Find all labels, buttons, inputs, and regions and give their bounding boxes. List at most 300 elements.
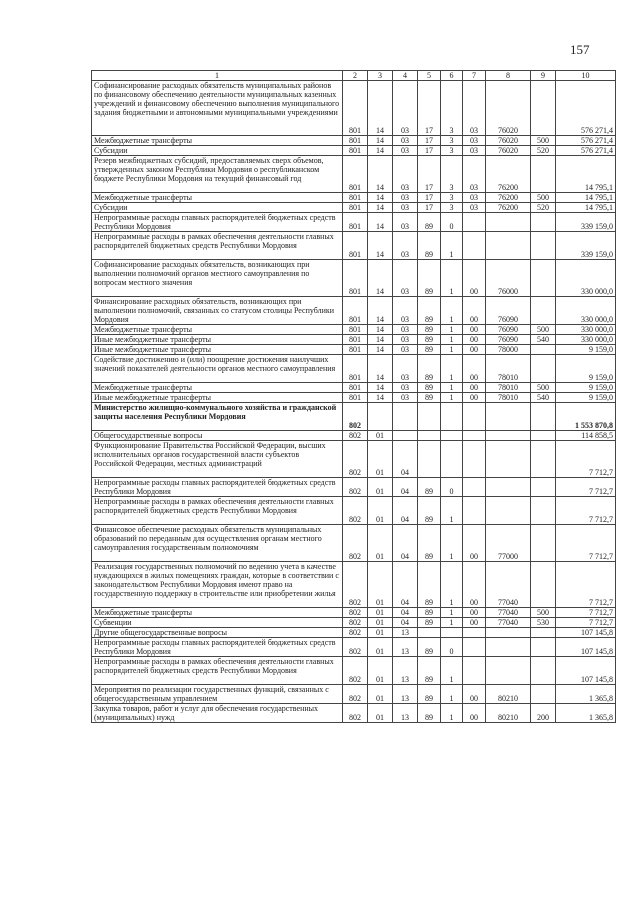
amount-cell: 330 000,0	[556, 335, 616, 345]
table-row	[92, 297, 616, 325]
amount-cell: 7 712,7	[556, 441, 616, 478]
program-cell: 89	[418, 383, 441, 393]
expense-name-cell: Софинансирование расходных обязательств муниципальных районов по финансовому обеспечению деятельности муниципальных казенных учреждений и финансовому обеспечению выполнения муниципального задания бюджетными и автономными муниципальными учреждениями	[92, 81, 343, 136]
subsection-cell: 03	[393, 213, 418, 232]
program-cell: 17	[418, 81, 441, 136]
expense-type-cell	[531, 297, 556, 325]
expense-type-cell: 540	[531, 393, 556, 403]
column-header: 2	[343, 71, 368, 81]
program-cell: 89	[418, 478, 441, 497]
expense-type-cell: 500	[531, 325, 556, 335]
amount-cell: 576 271,4	[556, 146, 616, 156]
subprogram-cell: 0	[441, 478, 463, 497]
table-row	[92, 431, 616, 441]
program-cell: 89	[418, 325, 441, 335]
subprogram-cell: 1	[441, 297, 463, 325]
section-cell: 14	[368, 136, 393, 146]
subsection-cell	[393, 403, 418, 431]
expense-name-cell: Другие общегосударственные вопросы	[92, 628, 343, 638]
expense-name-cell: Субсидии	[92, 146, 343, 156]
program-cell: 17	[418, 203, 441, 213]
expense-type-cell: 500	[531, 608, 556, 618]
admin-code-cell: 801	[343, 297, 368, 325]
table-row	[92, 335, 616, 345]
amount-cell: 576 271,4	[556, 81, 616, 136]
program-cell: 89	[418, 608, 441, 618]
expense-type-cell	[531, 497, 556, 525]
subprogram-cell: 3	[441, 203, 463, 213]
amount-cell: 330 000,0	[556, 297, 616, 325]
subprogram-cell: 1	[441, 355, 463, 383]
target-code-cell: 76000	[486, 260, 531, 297]
subsection-cell: 13	[393, 704, 418, 723]
table-row	[92, 685, 616, 704]
subprogram-cell: 1	[441, 704, 463, 723]
program-cell: 17	[418, 193, 441, 203]
expense-name-cell: Непрограммные расходы главных распорядителей бюджетных средств Республики Мордовия	[92, 638, 343, 657]
subprogram-cell: 1	[441, 325, 463, 335]
amount-cell: 576 271,4	[556, 136, 616, 146]
target-code-cell	[486, 478, 531, 497]
direction-cell: 00	[463, 335, 486, 345]
section-cell: 14	[368, 393, 393, 403]
direction-cell: 00	[463, 345, 486, 355]
column-header: 5	[418, 71, 441, 81]
expense-type-cell	[531, 685, 556, 704]
admin-code-cell: 801	[343, 213, 368, 232]
section-cell: 01	[368, 562, 393, 608]
subprogram-cell: 1	[441, 685, 463, 704]
admin-code-cell: 802	[343, 657, 368, 685]
direction-cell: 03	[463, 156, 486, 193]
expense-type-cell	[531, 441, 556, 478]
expense-name-cell: Финансирование расходных обязательств, возникающих при выполнении полномочий, связанных со статусом столицы Республики Мордовия	[92, 297, 343, 325]
amount-cell: 14 795,1	[556, 156, 616, 193]
amount-cell: 7 712,7	[556, 497, 616, 525]
section-cell: 01	[368, 478, 393, 497]
section-cell: 01	[368, 638, 393, 657]
target-code-cell: 78010	[486, 355, 531, 383]
subprogram-cell: 1	[441, 232, 463, 260]
expense-name-cell: Реализация государственных полномочий по ведению учета в качестве нуждающихся в жилых помещениях граждан, которые в соответствии с законодательством Республики Мордовия имеют право на государственную поддержку в строительстве или приобретении жилья	[92, 562, 343, 608]
subsection-cell: 03	[393, 260, 418, 297]
subprogram-cell: 1	[441, 618, 463, 628]
amount-cell: 9 159,0	[556, 393, 616, 403]
direction-cell: 00	[463, 355, 486, 383]
subprogram-cell: 3	[441, 156, 463, 193]
expense-type-cell	[531, 478, 556, 497]
expense-type-cell	[531, 525, 556, 562]
subprogram-cell: 1	[441, 335, 463, 345]
amount-cell: 14 795,1	[556, 203, 616, 213]
table-row	[92, 355, 616, 383]
target-code-cell	[486, 213, 531, 232]
subprogram-cell: 3	[441, 146, 463, 156]
amount-cell: 339 159,0	[556, 213, 616, 232]
direction-cell	[463, 441, 486, 478]
admin-code-cell: 801	[343, 393, 368, 403]
expense-type-cell: 540	[531, 335, 556, 345]
target-code-cell	[486, 497, 531, 525]
column-header: 9	[531, 71, 556, 81]
amount-cell: 107 145,8	[556, 638, 616, 657]
subsection-cell: 03	[393, 297, 418, 325]
subprogram-cell: 1	[441, 383, 463, 393]
section-cell: 14	[368, 146, 393, 156]
expense-name-cell: Софинансирование расходных обязательств, возникающих при выполнении полномочий органов местного самоуправления по вопросам местного значения	[92, 260, 343, 297]
table-row	[92, 203, 616, 213]
expense-name-cell: Межбюджетные трансферты	[92, 383, 343, 393]
expense-type-cell	[531, 213, 556, 232]
direction-cell: 03	[463, 193, 486, 203]
expense-type-cell: 500	[531, 136, 556, 146]
program-cell: 89	[418, 355, 441, 383]
expense-type-cell	[531, 431, 556, 441]
program-cell: 89	[418, 213, 441, 232]
subsection-cell: 03	[393, 355, 418, 383]
program-cell: 89	[418, 562, 441, 608]
direction-cell	[463, 403, 486, 431]
expense-name-cell: Общегосударственные вопросы	[92, 431, 343, 441]
admin-code-cell: 801	[343, 146, 368, 156]
column-header: 6	[441, 71, 463, 81]
direction-cell: 03	[463, 136, 486, 146]
expense-type-cell: 500	[531, 193, 556, 203]
subprogram-cell: 3	[441, 136, 463, 146]
subsection-cell: 03	[393, 325, 418, 335]
amount-cell: 7 712,7	[556, 608, 616, 618]
subsection-cell: 13	[393, 638, 418, 657]
target-code-cell: 76090	[486, 325, 531, 335]
section-cell: 01	[368, 618, 393, 628]
amount-cell: 9 159,0	[556, 383, 616, 393]
target-code-cell	[486, 403, 531, 431]
table-row	[92, 393, 616, 403]
direction-cell	[463, 431, 486, 441]
section-cell: 01	[368, 497, 393, 525]
subprogram-cell: 1	[441, 260, 463, 297]
subsection-cell: 04	[393, 478, 418, 497]
program-cell: 89	[418, 393, 441, 403]
section-cell: 01	[368, 431, 393, 441]
program-cell	[418, 628, 441, 638]
table-row	[92, 156, 616, 193]
expense-name-cell: Непрограммные расходы в рамках обеспечения деятельности главных распорядителей бюджетных средств Республики Мордовия	[92, 497, 343, 525]
admin-code-cell: 801	[343, 335, 368, 345]
target-code-cell: 76020	[486, 81, 531, 136]
expense-name-cell: Функционирование Правительства Российской Федерации, высших исполнительных органов государственной власти субъектов Российской Федерации, местных администраций	[92, 441, 343, 478]
direction-cell: 00	[463, 383, 486, 393]
program-cell: 17	[418, 146, 441, 156]
expense-name-cell: Непрограммные расходы главных распорядителей бюджетных средств Республики Мордовия	[92, 213, 343, 232]
target-code-cell: 76020	[486, 146, 531, 156]
subprogram-cell: 1	[441, 525, 463, 562]
subsection-cell: 03	[393, 193, 418, 203]
expense-type-cell	[531, 628, 556, 638]
subprogram-cell: 0	[441, 638, 463, 657]
program-cell: 89	[418, 232, 441, 260]
subsection-cell: 13	[393, 628, 418, 638]
section-cell: 14	[368, 325, 393, 335]
target-code-cell	[486, 638, 531, 657]
amount-cell: 1 365,8	[556, 704, 616, 723]
table-row	[92, 325, 616, 335]
admin-code-cell: 802	[343, 562, 368, 608]
subprogram-cell	[441, 441, 463, 478]
column-header: 3	[368, 71, 393, 81]
expense-type-cell	[531, 657, 556, 685]
program-cell	[418, 441, 441, 478]
expense-name-cell: Межбюджетные трансферты	[92, 325, 343, 335]
expense-type-cell	[531, 156, 556, 193]
subsection-cell: 04	[393, 525, 418, 562]
program-cell: 89	[418, 345, 441, 355]
section-cell: 14	[368, 81, 393, 136]
amount-cell: 107 145,8	[556, 657, 616, 685]
direction-cell: 03	[463, 81, 486, 136]
table-row	[92, 638, 616, 657]
admin-code-cell: 802	[343, 638, 368, 657]
program-cell: 89	[418, 260, 441, 297]
direction-cell: 00	[463, 704, 486, 723]
admin-code-cell: 802	[343, 704, 368, 723]
program-cell: 17	[418, 136, 441, 146]
expense-name-cell: Финансовое обеспечение расходных обязательств муниципальных образований по переданным для осуществления органам местного самоуправления государственным полномочиям	[92, 525, 343, 562]
section-cell: 01	[368, 704, 393, 723]
section-cell: 14	[368, 193, 393, 203]
expense-name-cell: Иные межбюджетные трансферты	[92, 393, 343, 403]
target-code-cell	[486, 628, 531, 638]
table-row	[92, 618, 616, 628]
table-row	[92, 608, 616, 618]
direction-cell: 00	[463, 562, 486, 608]
admin-code-cell: 801	[343, 156, 368, 193]
subsection-cell	[393, 431, 418, 441]
direction-cell: 00	[463, 325, 486, 335]
column-header: 4	[393, 71, 418, 81]
expense-type-cell	[531, 81, 556, 136]
section-cell: 01	[368, 685, 393, 704]
section-cell: 01	[368, 525, 393, 562]
table-row	[92, 478, 616, 497]
subsection-cell: 04	[393, 562, 418, 608]
section-cell: 14	[368, 335, 393, 345]
amount-cell: 339 159,0	[556, 232, 616, 260]
page-number: 157	[570, 42, 590, 57]
program-cell	[418, 403, 441, 431]
direction-cell	[463, 232, 486, 260]
admin-code-cell: 802	[343, 431, 368, 441]
admin-code-cell: 802	[343, 628, 368, 638]
subsection-cell: 03	[393, 146, 418, 156]
subsection-cell: 04	[393, 441, 418, 478]
target-code-cell: 76090	[486, 297, 531, 325]
admin-code-cell: 802	[343, 525, 368, 562]
subprogram-cell	[441, 403, 463, 431]
direction-cell: 00	[463, 525, 486, 562]
expense-type-cell	[531, 562, 556, 608]
amount-cell: 330 000,0	[556, 260, 616, 297]
admin-code-cell: 802	[343, 618, 368, 628]
direction-cell: 03	[463, 203, 486, 213]
expense-type-cell	[531, 232, 556, 260]
subsection-cell: 03	[393, 335, 418, 345]
expense-type-cell: 500	[531, 383, 556, 393]
target-code-cell: 78010	[486, 383, 531, 393]
admin-code-cell: 802	[343, 685, 368, 704]
direction-cell	[463, 213, 486, 232]
target-code-cell: 76090	[486, 335, 531, 345]
direction-cell	[463, 628, 486, 638]
column-header: 1	[92, 71, 343, 81]
admin-code-cell: 801	[343, 81, 368, 136]
admin-code-cell: 802	[343, 478, 368, 497]
subsection-cell: 03	[393, 136, 418, 146]
admin-code-cell: 801	[343, 260, 368, 297]
section-cell: 14	[368, 260, 393, 297]
program-cell: 89	[418, 657, 441, 685]
target-code-cell: 80210	[486, 704, 531, 723]
direction-cell: 00	[463, 608, 486, 618]
amount-cell: 7 712,7	[556, 478, 616, 497]
program-cell: 89	[418, 497, 441, 525]
subprogram-cell: 3	[441, 81, 463, 136]
table-row	[92, 704, 616, 723]
expense-name-cell: Непрограммные расходы главных распорядителей бюджетных средств Республики Мордовия	[92, 478, 343, 497]
subsection-cell: 03	[393, 81, 418, 136]
subprogram-cell	[441, 431, 463, 441]
target-code-cell: 78010	[486, 393, 531, 403]
expense-type-cell	[531, 403, 556, 431]
column-header: 10	[556, 71, 616, 81]
subsection-cell: 03	[393, 156, 418, 193]
amount-cell: 7 712,7	[556, 525, 616, 562]
target-code-cell	[486, 657, 531, 685]
target-code-cell: 76200	[486, 193, 531, 203]
expense-name-cell: Резерв межбюджетных субсидий, предоставляемых сверх объемов, утвержденных законом Республики Мордовия о республиканском бюджете Республики Мордовия на текущий финансовый год	[92, 156, 343, 193]
amount-cell: 7 712,7	[556, 618, 616, 628]
table-row	[92, 657, 616, 685]
admin-code-cell: 801	[343, 355, 368, 383]
target-code-cell: 77040	[486, 608, 531, 618]
table-row	[92, 628, 616, 638]
program-cell: 89	[418, 297, 441, 325]
table-header-row	[92, 71, 616, 81]
direction-cell	[463, 497, 486, 525]
expense-name-cell: Мероприятия по реализации государственных функций, связанных с общегосударственным управлением	[92, 685, 343, 704]
target-code-cell: 76200	[486, 156, 531, 193]
direction-cell: 00	[463, 685, 486, 704]
admin-code-cell: 801	[343, 345, 368, 355]
table-row	[92, 345, 616, 355]
target-code-cell: 77000	[486, 525, 531, 562]
section-cell: 14	[368, 355, 393, 383]
direction-cell	[463, 478, 486, 497]
program-cell: 89	[418, 704, 441, 723]
amount-cell: 1 553 870,8	[556, 403, 616, 431]
section-cell: 01	[368, 628, 393, 638]
table-row	[92, 562, 616, 608]
expense-name-cell: Субвенции	[92, 618, 343, 628]
section-cell: 14	[368, 156, 393, 193]
direction-cell: 00	[463, 618, 486, 628]
table-row	[92, 497, 616, 525]
expense-name-cell: Субсидии	[92, 203, 343, 213]
expense-type-cell	[531, 345, 556, 355]
table-row	[92, 232, 616, 260]
table-row	[92, 260, 616, 297]
subsection-cell: 03	[393, 383, 418, 393]
expense-name-cell: Иные межбюджетные трансферты	[92, 345, 343, 355]
program-cell: 89	[418, 618, 441, 628]
table-row	[92, 441, 616, 478]
target-code-cell: 80210	[486, 685, 531, 704]
table-row	[92, 146, 616, 156]
column-header: 7	[463, 71, 486, 81]
amount-cell: 107 145,8	[556, 628, 616, 638]
target-code-cell: 78000	[486, 345, 531, 355]
expense-type-cell: 200	[531, 704, 556, 723]
expense-type-cell	[531, 355, 556, 383]
amount-cell: 14 795,1	[556, 193, 616, 203]
table-row	[92, 193, 616, 203]
expense-type-cell: 530	[531, 618, 556, 628]
amount-cell: 330 000,0	[556, 325, 616, 335]
section-cell	[368, 403, 393, 431]
target-code-cell: 76020	[486, 136, 531, 146]
direction-cell: 03	[463, 146, 486, 156]
subsection-cell: 04	[393, 618, 418, 628]
direction-cell	[463, 638, 486, 657]
subprogram-cell: 1	[441, 393, 463, 403]
table-row	[92, 81, 616, 136]
subsection-cell: 03	[393, 232, 418, 260]
section-cell: 14	[368, 203, 393, 213]
subprogram-cell: 1	[441, 657, 463, 685]
admin-code-cell: 801	[343, 136, 368, 146]
admin-code-cell: 802	[343, 497, 368, 525]
expense-name-cell: Министерство жилищно-коммунального хозяйства и гражданской защиты населения Республики Мордовия	[92, 403, 343, 431]
amount-cell: 7 712,7	[556, 562, 616, 608]
program-cell: 17	[418, 156, 441, 193]
table-row	[92, 136, 616, 146]
expense-type-cell: 520	[531, 146, 556, 156]
target-code-cell	[486, 431, 531, 441]
subsection-cell: 04	[393, 497, 418, 525]
admin-code-cell: 801	[343, 383, 368, 393]
amount-cell: 9 159,0	[556, 355, 616, 383]
expense-name-cell: Иные межбюджетные трансферты	[92, 335, 343, 345]
section-cell: 14	[368, 232, 393, 260]
table-row	[92, 403, 616, 431]
subsection-cell: 03	[393, 345, 418, 355]
section-cell: 14	[368, 213, 393, 232]
direction-cell	[463, 657, 486, 685]
section-cell: 14	[368, 345, 393, 355]
expense-name-cell: Межбюджетные трансферты	[92, 136, 343, 146]
subprogram-cell: 0	[441, 213, 463, 232]
subsection-cell: 03	[393, 393, 418, 403]
subprogram-cell: 1	[441, 497, 463, 525]
admin-code-cell: 802	[343, 608, 368, 618]
expense-name-cell: Непрограммные расходы в рамках обеспечения деятельности главных распорядителей бюджетных средств Республики Мордовия	[92, 232, 343, 260]
amount-cell: 9 159,0	[556, 345, 616, 355]
direction-cell: 00	[463, 260, 486, 297]
subsection-cell: 04	[393, 608, 418, 618]
admin-code-cell: 801	[343, 232, 368, 260]
expense-name-cell: Содействие достижению и (или) поощрение достижения наилучших значений показателей деятельности органов местного самоуправления	[92, 355, 343, 383]
subsection-cell: 13	[393, 685, 418, 704]
